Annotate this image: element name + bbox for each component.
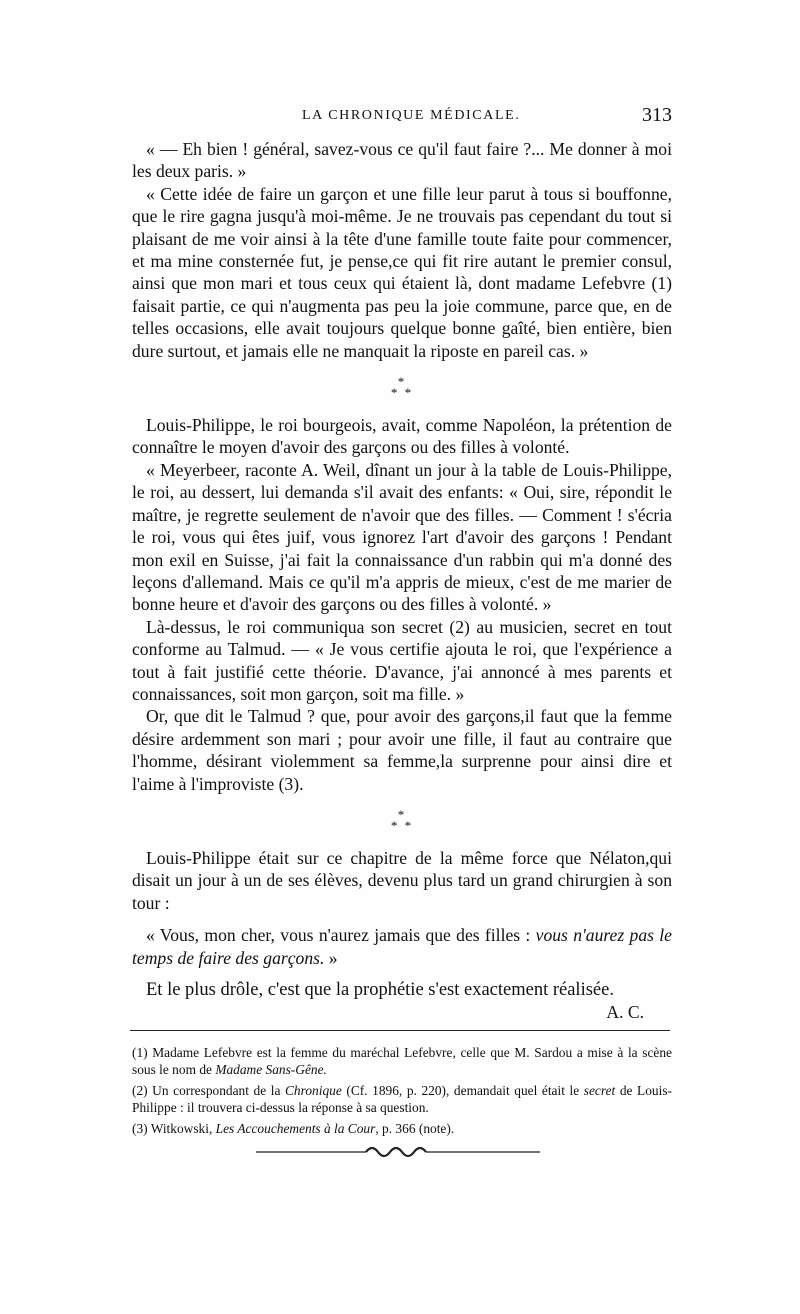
paragraph-7: Louis-Philippe était sur ce chapitre de la même force que Nélaton,qui disait un jour à un de ses élèves, devenu plus tard un grand chirurgien à son tour : — [132, 847, 672, 913]
asterism-top: * — [397, 806, 407, 822]
footnote-2-italic-a: Chronique — [285, 1083, 342, 1098]
paragraph-1: « — Eh bien ! général, savez-vous ce qu'il faut faire ?... Me donner à moi les deux paris. » — [132, 139, 672, 182]
footnote-3-text-a: (3) Witkowski, — [132, 1121, 216, 1136]
footnote-rule — [130, 1030, 670, 1031]
tailpiece-wave — [366, 1148, 426, 1156]
footnote-2-text-c: de Louis-Philippe : il trouvera ci-dessus la réponse à sa question. — [132, 1083, 672, 1115]
signature: A. C. — [606, 1002, 644, 1023]
paragraph-4: « Meyerbeer, raconte A. Weil, dînant un jour à la table de Louis-Philippe, le roi, au dessert, lui demanda s'il avait des enfants: « Oui, sire, répondit le maître, je regrette seulement de n'avoir que des filles. — Comment ! s'écria le roi, vous qui êtes juif, vous ignorez l'art d'avoir des garçons ! Pendant mon exil en Suisse, j'ai fait la connaissance d'un rabbin qui m'a donné des leçons d'allemand. Mais ce qu'il m'a appris de mieux, c'est de me marier de bonne heure et d'avoir des garçons ou des filles à volonté. » — [132, 459, 672, 615]
paragraph-6: Or, que dit le Talmud ? que, pour avoir des garçons,il faut que la femme désire ardemment son mari ; pour avoir une fille, il faut au contraire que l'homme, désirant violemment sa femme,la surprenne pour ainsi dire et l'aime à l'improviste (3). — [132, 706, 672, 794]
paragraph-3: Louis-Philippe, le roi bourgeois, avait, comme Napoléon, la prétention de connaître le moyen d'avoir des garçons ou des filles à volonté. — [132, 415, 672, 458]
footnote-1-text: (1) Madame Lefebvre est la femme du maréchal Lefebvre, celle que M. Sardou a mise à la scène sous le nom de — [132, 1045, 672, 1077]
paragraph-8 — [132, 924, 672, 969]
footnotes — [132, 1044, 672, 1141]
decorative-tailpiece — [256, 1142, 540, 1162]
asterism-bottom: * * — [390, 817, 414, 833]
paragraph-5: Là-dessus, le roi communiqua son secret (2) au musicien, secret en tout conforme au Talmud. — « Je vous certifie ajouta le roi, que l'expérience a tout à fait justifié cette théorie. D'avance, j'ai annoncé à mes parents et connaissances, soit mon garçon, soit ma fille. » — [132, 616, 672, 704]
footnote-1 — [132, 1044, 672, 1078]
asterism-separator-2 — [132, 806, 672, 833]
quote-start: « Vous, mon cher, vous n'aurez jamais que des filles : — [146, 925, 536, 946]
main-text — [132, 138, 672, 1024]
asterism-separator-1 — [132, 374, 672, 401]
asterism-top: * — [397, 374, 407, 390]
footnote-3-italic: Les Accouchements à la Cour — [215, 1121, 376, 1136]
footnote-3 — [132, 1120, 672, 1137]
page-header — [132, 104, 672, 130]
footnote-2 — [132, 1082, 672, 1116]
running-title: LA CHRONIQUE MÉDICALE. — [302, 108, 521, 123]
quote-end: » — [324, 947, 338, 968]
footnote-3-text-b: , p. 366 (note). — [375, 1121, 455, 1136]
paragraph-9: Et le plus drôle, c'est que la prophétie s'est exactement réalisée. — [146, 980, 614, 1000]
footnote-2-text-a: (2) Un correspondant de la — [132, 1083, 285, 1098]
page-number: 313 — [642, 104, 672, 126]
footnote-2-text-b: (Cf. 1896, p. 220), demandait quel était le — [341, 1083, 584, 1098]
asterism-bottom: * * — [390, 385, 414, 401]
quote-italic: vous n'aurez pas le temps de faire des garçons. — [132, 925, 672, 968]
footnote-1-italic: Madame Sans-Gêne. — [215, 1062, 327, 1077]
paragraph-2: « Cette idée de faire un garçon et une fille leur parut à tous si bouffonne, que le rire gagna jusqu'à moi-même. Je ne trouvais pas cependant du tout si plaisant de me voir ainsi à la tête d'une famille toute faite pour commencer, et ma mine consternée fut, je pense,ce qui fit rire autant le premier consul, ainsi que mon mari et tous ceux qui étaient là, dont madame Lefebvre (1) faisait partie, ce qui n'augmenta pas peu la joie commune, parce que, en de telles occasions, elle avait toujours quelque bonne gaîté, bien entière, bien dure surtout, et jamais elle ne manquait la riposte en pareil cas. » — [132, 183, 672, 361]
footnote-2-italic-b: secret — [583, 1083, 616, 1098]
